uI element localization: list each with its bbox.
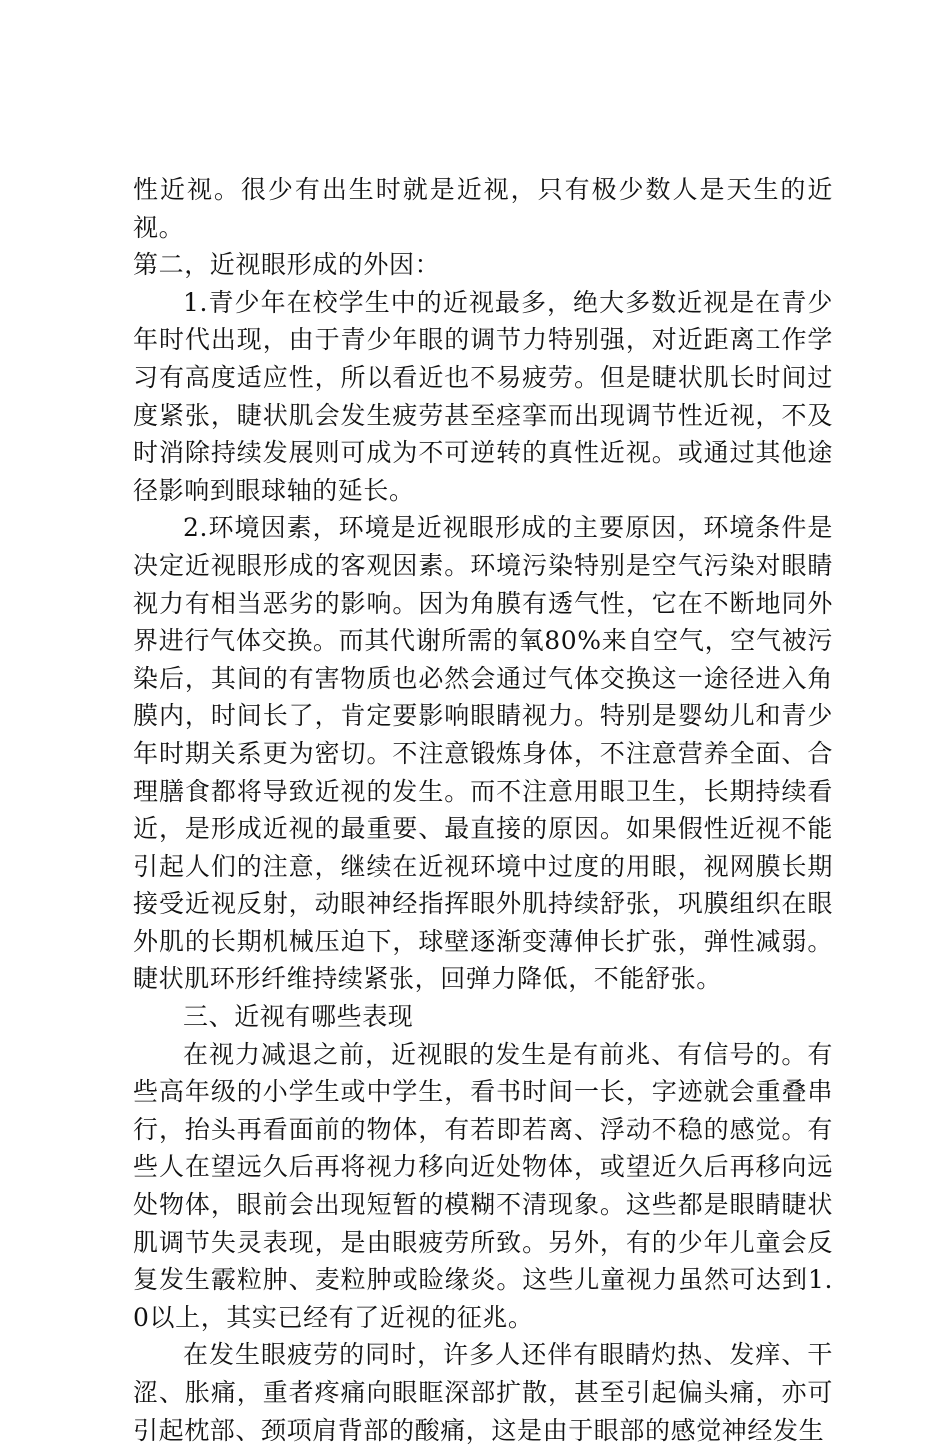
section-heading: 三、近视有哪些表现 — [183, 1002, 414, 1032]
paragraph-4: 2.环境因素，环境是近视眼形成的主要原因，环境条件是决定近视眼形成的客观因素。环境污染特别是空气污染对眼睛视力有相当恶劣的影响。因为角膜有透气性，它在不断地同外界进行气体交换。而其代谢所需的氧80%来自空气，空气被污染后，其间的有害物质也必然会通过气体交换这一途径进入角膜内，时间长了，肯定要影响眼睛视力。特别是婴幼儿和青少年时期关系更为密切。不注意锻炼身体，不注意营养全面、合理膳食都将导致近视的发生。而不注意用眼卫生，长期持续看近，是形成近视的最重要、最直接的原因。如果假性近视不能引起人们的注意，继续在近视环境中过度的用眼，视网膜长期接受近视反射，动眼神经指挥眼外肌持续舒张，巩膜组织在眼外肌的长期机械压迫下，球壁逐渐变薄伸长扩张，弹性减弱。睫状肌环形纤维持续紧张，回弹力降低，不能舒张。 — [133, 513, 833, 994]
paragraph-3: 1.青少年在校学生中的近视最多，绝大多数近视是在青少年时代出现，由于青少年眼的调节力特别强，对近距离工作学习有高度适应性，所以看近也不易疲劳。但是睫状肌长时间过度紧张，睫状肌会发生疲劳甚至痉挛而出现调节性近视，不及时消除持续发展则可成为不可逆转的真性近视。或通过其他途径影响到眼球轴的延长。 — [133, 287, 833, 505]
paragraph-6: 在视力减退之前，近视眼的发生是有前兆、有信号的。有些高年级的小学生或中学生，看书时间一长，字迹就会重叠串行，抬头再看面前的物体，有若即若离、浮动不稳的感觉。有些人在望远久后再将视力移向近处物体，或望近久后再移向远处物体，眼前会出现短暂的模糊不清现象。这些都是眼睛睫状肌调节失灵表现，是由眼疲劳所致。另外，有的少年儿童会反复发生霰粒肿、麦粒肿或睑缘炎。这些儿童视力虽然可达到1.0以上，其实已经有了近视的征兆。 — [133, 1039, 833, 1332]
paragraph-1: 性近视。很少有出生时就是近视，只有极少数人是天生的近视。 — [133, 175, 833, 242]
paragraph-7: 在发生眼疲劳的同时，许多人还伴有眼睛灼热、发痒、干涩、胀痛，重者疼痛向眼眶深部扩散，甚至引起偏头痛，亦可引起枕部、颈项肩背部的酸痛，这是由于眼部的感觉神经发生 — [133, 1340, 833, 1445]
paragraph-2-heading: 第二，近视眼形成的外因： — [133, 250, 441, 280]
document-page — [133, 171, 833, 1449]
